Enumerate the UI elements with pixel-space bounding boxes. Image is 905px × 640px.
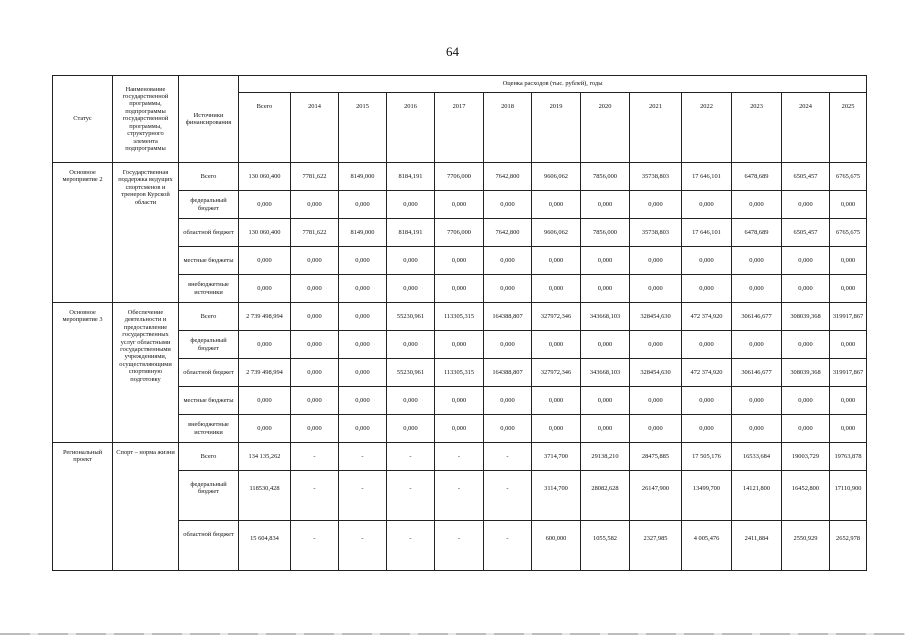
value-cell: 0,000 — [630, 387, 682, 415]
value-cell: 0,000 — [435, 247, 484, 275]
value-cell: 0,000 — [830, 247, 867, 275]
group-status: Основное мероприятие 3 — [53, 303, 113, 443]
value-cell: 0,000 — [581, 247, 630, 275]
value-cell: 0,000 — [630, 247, 682, 275]
value-cell: 0,000 — [581, 331, 630, 359]
value-cell: 0,000 — [484, 415, 532, 443]
value-cell: 0,000 — [339, 387, 387, 415]
value-cell: 26147,900 — [630, 471, 682, 521]
value-cell: 0,000 — [484, 247, 532, 275]
value-cell: 0,000 — [630, 191, 682, 219]
value-cell: 328454,630 — [630, 359, 682, 387]
funding-source: областной бюджет — [179, 219, 239, 247]
header-year-2: 2015 — [339, 93, 387, 163]
value-cell: 0,000 — [732, 387, 782, 415]
value-cell: 8184,191 — [387, 163, 435, 191]
value-cell: 0,000 — [581, 191, 630, 219]
value-cell: 55230,961 — [387, 303, 435, 331]
value-cell: 7856,000 — [581, 163, 630, 191]
value-cell: - — [435, 471, 484, 521]
value-cell: 0,000 — [532, 191, 581, 219]
value-cell: 0,000 — [682, 191, 732, 219]
value-cell: 0,000 — [532, 275, 581, 303]
value-cell: 17 505,176 — [682, 443, 732, 471]
value-cell: 55230,961 — [387, 359, 435, 387]
group-status: Региональный проект — [53, 443, 113, 571]
value-cell: 0,000 — [782, 247, 830, 275]
funding-source: областной бюджет — [179, 359, 239, 387]
value-cell: 130 060,400 — [239, 163, 291, 191]
value-cell: 0,000 — [387, 415, 435, 443]
value-cell: 164388,807 — [484, 359, 532, 387]
value-cell: 0,000 — [782, 387, 830, 415]
value-cell: 319917,867 — [830, 303, 867, 331]
value-cell: 306146,677 — [732, 359, 782, 387]
value-cell: 0,000 — [682, 331, 732, 359]
value-cell: - — [339, 471, 387, 521]
value-cell: 35738,803 — [630, 163, 682, 191]
value-cell: 0,000 — [291, 415, 339, 443]
value-cell: 19003,729 — [782, 443, 830, 471]
value-cell: - — [387, 471, 435, 521]
value-cell: 7856,000 — [581, 219, 630, 247]
value-cell: 0,000 — [484, 331, 532, 359]
value-cell: 0,000 — [239, 415, 291, 443]
value-cell: 0,000 — [339, 415, 387, 443]
value-cell: 0,000 — [291, 359, 339, 387]
value-cell: 7781,622 — [291, 219, 339, 247]
value-cell: 308039,368 — [782, 359, 830, 387]
value-cell: 28082,628 — [581, 471, 630, 521]
funding-source: Всего — [179, 163, 239, 191]
value-cell: 0,000 — [830, 387, 867, 415]
header-year-4: 2017 — [435, 93, 484, 163]
value-cell: 0,000 — [387, 331, 435, 359]
value-cell: 0,000 — [339, 331, 387, 359]
value-cell: 134 135,262 — [239, 443, 291, 471]
table-row — [53, 443, 867, 471]
value-cell: - — [484, 521, 532, 571]
value-cell: 0,000 — [291, 191, 339, 219]
value-cell: 6765,675 — [830, 163, 867, 191]
value-cell: 600,000 — [532, 521, 581, 571]
header-year-10: 2023 — [732, 93, 782, 163]
value-cell: 2550,929 — [782, 521, 830, 571]
value-cell: 6765,675 — [830, 219, 867, 247]
funding-source: федеральный бюджет — [179, 331, 239, 359]
header-year-6: 2019 — [532, 93, 581, 163]
value-cell: 0,000 — [782, 191, 830, 219]
value-cell: 0,000 — [435, 275, 484, 303]
value-cell: 0,000 — [782, 331, 830, 359]
value-cell: 13499,700 — [682, 471, 732, 521]
value-cell: 343668,103 — [581, 303, 630, 331]
group-name: Спорт – норма жизни — [113, 443, 179, 571]
value-cell: 0,000 — [630, 275, 682, 303]
value-cell: 16533,684 — [732, 443, 782, 471]
value-cell: 0,000 — [291, 303, 339, 331]
value-cell: 0,000 — [581, 415, 630, 443]
value-cell: 6478,689 — [732, 163, 782, 191]
header-estimate: Оценка расходов (тыс. рублей), годы — [239, 76, 867, 93]
value-cell: 0,000 — [387, 387, 435, 415]
value-cell: 0,000 — [732, 331, 782, 359]
value-cell: - — [339, 521, 387, 571]
value-cell: 343668,103 — [581, 359, 630, 387]
value-cell: 0,000 — [732, 247, 782, 275]
value-cell: - — [435, 521, 484, 571]
value-cell: 328454,630 — [630, 303, 682, 331]
funding-source: федеральный бюджет — [179, 471, 239, 521]
value-cell: 15 604,834 — [239, 521, 291, 571]
value-cell: 0,000 — [239, 387, 291, 415]
value-cell: 118530,428 — [239, 471, 291, 521]
value-cell: 0,000 — [484, 275, 532, 303]
value-cell: 0,000 — [435, 331, 484, 359]
value-cell: - — [291, 471, 339, 521]
value-cell: 0,000 — [630, 331, 682, 359]
value-cell: 0,000 — [682, 415, 732, 443]
value-cell: 130 060,400 — [239, 219, 291, 247]
value-cell: - — [339, 443, 387, 471]
value-cell: 0,000 — [830, 331, 867, 359]
funding-source: местные бюджеты — [179, 387, 239, 415]
value-cell: 0,000 — [435, 415, 484, 443]
value-cell: 7642,800 — [484, 163, 532, 191]
value-cell: 6478,689 — [732, 219, 782, 247]
funding-source: местные бюджеты — [179, 247, 239, 275]
value-cell: 0,000 — [532, 387, 581, 415]
value-cell: 0,000 — [435, 191, 484, 219]
funding-source: внебюджетные источники — [179, 415, 239, 443]
value-cell: - — [484, 443, 532, 471]
value-cell: 17 646,101 — [682, 163, 732, 191]
value-cell: 0,000 — [339, 303, 387, 331]
value-cell: 2411,884 — [732, 521, 782, 571]
budget-table — [52, 75, 867, 571]
value-cell: 7781,622 — [291, 163, 339, 191]
value-cell: 6505,457 — [782, 163, 830, 191]
value-cell: 2327,985 — [630, 521, 682, 571]
value-cell: 1055,582 — [581, 521, 630, 571]
value-cell: 19763,878 — [830, 443, 867, 471]
value-cell: 0,000 — [339, 275, 387, 303]
value-cell: 0,000 — [682, 387, 732, 415]
value-cell: 16452,800 — [782, 471, 830, 521]
value-cell: 29138,210 — [581, 443, 630, 471]
value-cell: 0,000 — [239, 191, 291, 219]
value-cell: - — [291, 521, 339, 571]
value-cell: 14121,800 — [732, 471, 782, 521]
value-cell: 0,000 — [532, 415, 581, 443]
value-cell: - — [387, 443, 435, 471]
value-cell: 472 374,920 — [682, 359, 732, 387]
group-status: Основное мероприятие 2 — [53, 163, 113, 303]
value-cell: 0,000 — [830, 191, 867, 219]
value-cell: 0,000 — [732, 415, 782, 443]
value-cell: 0,000 — [532, 331, 581, 359]
value-cell: 7642,800 — [484, 219, 532, 247]
page-number: 64 — [446, 44, 459, 59]
header-year-1: 2014 — [291, 93, 339, 163]
value-cell: 113305,315 — [435, 303, 484, 331]
value-cell: 0,000 — [291, 247, 339, 275]
value-cell: 308039,368 — [782, 303, 830, 331]
value-cell: 0,000 — [532, 247, 581, 275]
funding-source: Всего — [179, 443, 239, 471]
value-cell: 0,000 — [581, 387, 630, 415]
header-name: Наименование государственной программы, подпрограммы государственной программы, структурного элемента подпрограммы — [113, 76, 179, 163]
value-cell: 0,000 — [239, 247, 291, 275]
value-cell: 3714,700 — [532, 443, 581, 471]
value-cell: 0,000 — [435, 387, 484, 415]
value-cell: 0,000 — [682, 275, 732, 303]
value-cell: 0,000 — [239, 331, 291, 359]
value-cell: 8149,000 — [339, 219, 387, 247]
value-cell: 0,000 — [339, 247, 387, 275]
value-cell: 319917,867 — [830, 359, 867, 387]
value-cell: 0,000 — [291, 331, 339, 359]
header-year-7: 2020 — [581, 93, 630, 163]
value-cell: 2652,978 — [830, 521, 867, 571]
budget-table-container — [52, 75, 867, 571]
value-cell: 164388,807 — [484, 303, 532, 331]
value-cell: 113305,315 — [435, 359, 484, 387]
value-cell: 2 739 498,994 — [239, 359, 291, 387]
value-cell: 0,000 — [291, 387, 339, 415]
value-cell: 8184,191 — [387, 219, 435, 247]
value-cell: 28475,885 — [630, 443, 682, 471]
value-cell: 0,000 — [782, 275, 830, 303]
value-cell: 327972,346 — [532, 359, 581, 387]
value-cell: 6505,457 — [782, 219, 830, 247]
value-cell: 0,000 — [830, 415, 867, 443]
value-cell: 0,000 — [732, 275, 782, 303]
scan-edge-line — [0, 633, 905, 635]
value-cell: 3114,700 — [532, 471, 581, 521]
value-cell: 7706,000 — [435, 219, 484, 247]
funding-source: внебюджетные источники — [179, 275, 239, 303]
group-name: Обеспечение деятельности и предоставление государственных услуг областными государственными учреждениями, осуществляющими спортивную подготовку — [113, 303, 179, 443]
value-cell: 0,000 — [484, 387, 532, 415]
value-cell: 327972,346 — [532, 303, 581, 331]
value-cell: 0,000 — [630, 415, 682, 443]
header-year-11: 2024 — [782, 93, 830, 163]
header-year-5: 2018 — [484, 93, 532, 163]
header-status: Статус — [53, 76, 113, 163]
table-row — [53, 163, 867, 191]
value-cell: 0,000 — [239, 275, 291, 303]
value-cell: 8149,000 — [339, 163, 387, 191]
value-cell: 0,000 — [387, 191, 435, 219]
funding-source: Всего — [179, 303, 239, 331]
value-cell: 0,000 — [291, 275, 339, 303]
header-year-3: 2016 — [387, 93, 435, 163]
value-cell: 17110,900 — [830, 471, 867, 521]
value-cell: 17 646,101 — [682, 219, 732, 247]
value-cell: 0,000 — [387, 275, 435, 303]
value-cell: 0,000 — [484, 191, 532, 219]
value-cell: 7706,000 — [435, 163, 484, 191]
value-cell: 35738,803 — [630, 219, 682, 247]
value-cell: 0,000 — [682, 247, 732, 275]
funding-source: областной бюджет — [179, 521, 239, 571]
table-row — [53, 303, 867, 331]
value-cell: 0,000 — [339, 359, 387, 387]
value-cell: 9606,062 — [532, 219, 581, 247]
header-year-9: 2022 — [682, 93, 732, 163]
header-year-0: Всего — [239, 93, 291, 163]
value-cell: 472 374,920 — [682, 303, 732, 331]
value-cell: 2 739 498,994 — [239, 303, 291, 331]
value-cell: 4 005,476 — [682, 521, 732, 571]
value-cell: - — [435, 443, 484, 471]
header-year-12: 2025 — [830, 93, 867, 163]
group-name: Государственная поддержка ведущих спортсменов и тренеров Курской области — [113, 163, 179, 303]
funding-source: федеральный бюджет — [179, 191, 239, 219]
header-year-8: 2021 — [630, 93, 682, 163]
value-cell: 0,000 — [581, 275, 630, 303]
value-cell: 0,000 — [830, 275, 867, 303]
value-cell: - — [291, 443, 339, 471]
header-sources: Источники финансирования — [179, 76, 239, 163]
value-cell: 0,000 — [732, 191, 782, 219]
value-cell: 306146,677 — [732, 303, 782, 331]
value-cell: 9606,062 — [532, 163, 581, 191]
value-cell: 0,000 — [339, 191, 387, 219]
value-cell: - — [387, 521, 435, 571]
value-cell: - — [484, 471, 532, 521]
value-cell: 0,000 — [387, 247, 435, 275]
value-cell: 0,000 — [782, 415, 830, 443]
budget-table-body — [53, 163, 867, 571]
